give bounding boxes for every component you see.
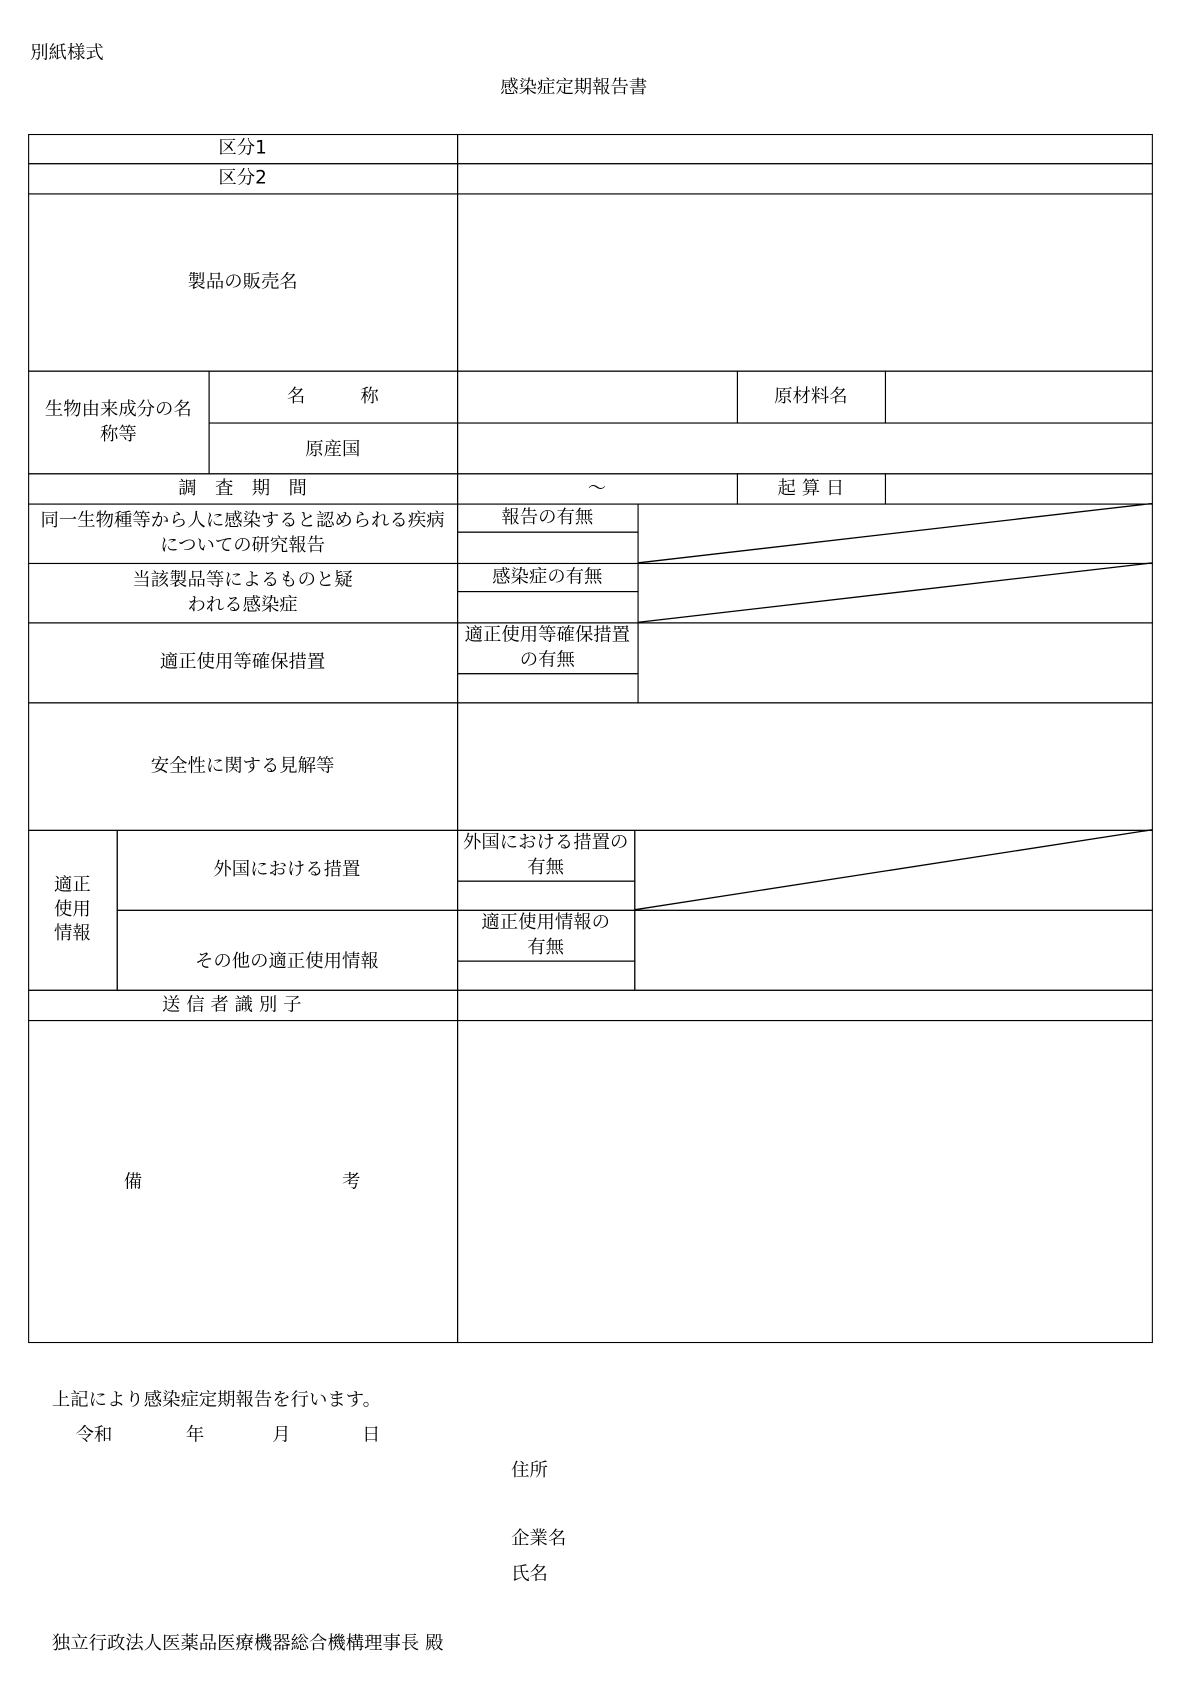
survey-period-field[interactable]: ～ bbox=[457, 473, 738, 504]
suspected-infection-label: 当該製品等によるものと疑われる感染症 bbox=[28, 562, 458, 623]
foreign-measures-label: 外国における措置 bbox=[116, 829, 457, 910]
survey-period-label: 調 査 期 間 bbox=[28, 473, 458, 504]
foreign-measures-presence-label: 外国における措置の有無 bbox=[457, 829, 635, 881]
statement: 上記により感染症定期報告を行います。 bbox=[51, 1389, 382, 1412]
address-label: 住所 bbox=[511, 1459, 548, 1482]
report-presence-label: 報告の有無 bbox=[457, 503, 639, 532]
safety-opinion-label: 安全性に関する見解等 bbox=[28, 702, 458, 831]
proper-use-measures-presence-label: 適正使用等確保措置の有無 bbox=[457, 622, 639, 674]
proper-use-measures-label: 適正使用等確保措置 bbox=[28, 622, 458, 703]
year-label: 年 bbox=[185, 1424, 205, 1446]
company-label: 企業名 bbox=[511, 1527, 567, 1550]
category2-label: 区分2 bbox=[28, 163, 458, 194]
remarks-char-2: 考 bbox=[341, 1170, 361, 1193]
proper-use-info-presence-label: 適正使用情報の有無 bbox=[457, 909, 635, 961]
research-report-label: 同一生物種等から人に感染すると認められる疾病についての研究報告 bbox=[28, 503, 458, 564]
infection-presence-label: 感染症の有無 bbox=[457, 562, 639, 591]
form-label: 別紙様式 bbox=[30, 42, 104, 64]
remarks-char-1: 備 bbox=[123, 1170, 143, 1193]
day-label: 日 bbox=[361, 1424, 381, 1446]
name-label: 名 称 bbox=[208, 370, 458, 423]
origin-country-label: 原産国 bbox=[208, 422, 458, 474]
raw-material-label: 原材料名 bbox=[736, 370, 885, 423]
month-label: 月 bbox=[272, 1424, 291, 1446]
product-name-label: 製品の販売名 bbox=[28, 193, 458, 371]
person-name-label: 氏名 bbox=[511, 1563, 548, 1586]
page-title: 感染症定期報告書 bbox=[500, 76, 648, 99]
category1-label: 区分1 bbox=[28, 133, 458, 163]
era-label: 令和 bbox=[75, 1424, 113, 1446]
start-date-label: 起 算 日 bbox=[736, 473, 885, 504]
sender-id-label: 送 信 者 識 別 子 bbox=[28, 989, 458, 1020]
addressee: 独立行政法人医薬品医療機器総合機構理事長 殿 bbox=[51, 1632, 444, 1655]
other-proper-use-info-label: その他の適正使用情報 bbox=[116, 909, 457, 990]
bio-component-label: 生物由来成分の名称等 bbox=[28, 370, 210, 474]
proper-use-info-label: 適正使用情報 bbox=[28, 829, 118, 990]
